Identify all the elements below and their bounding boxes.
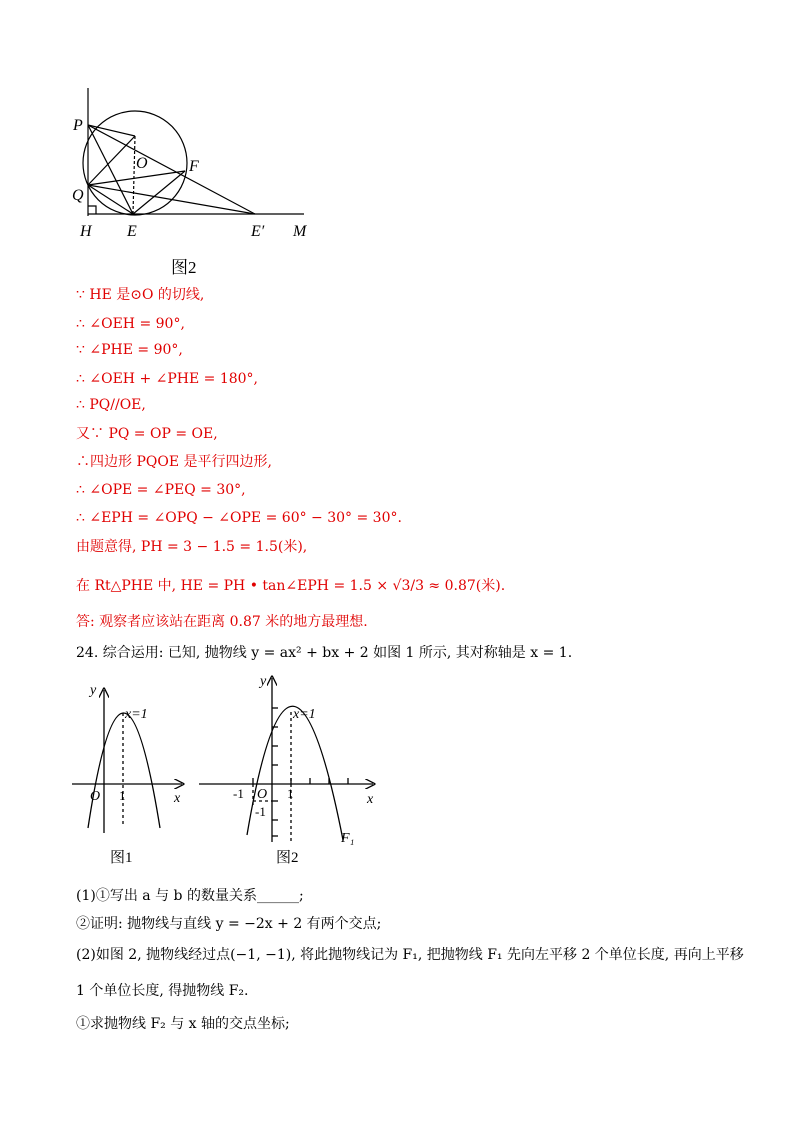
question-1-1: (1)①写出 a 与 b 的数量关系______; bbox=[76, 888, 304, 904]
graph1-tick-1: 1 bbox=[119, 788, 126, 803]
solution-line-3: ∵ ∠PHE = 90°, bbox=[76, 342, 183, 358]
label-h: H bbox=[80, 223, 92, 240]
graph2-curve-label: F₁ bbox=[341, 831, 355, 846]
solution-line-5: ∴ PQ//OE, bbox=[76, 397, 146, 413]
graph-1 bbox=[68, 678, 198, 838]
label-f: F bbox=[189, 158, 199, 175]
label-e: E bbox=[127, 223, 137, 240]
graph1-caption: 图1 bbox=[110, 850, 133, 866]
label-e-prime: E′ bbox=[251, 223, 265, 240]
question-2-line1: (2)如图 2, 抛物线经过点(−1, −1), 将此抛物线记为 F₁, 把抛物线 F₁ 先向左平移 2 个单位长度, 再向上平移 bbox=[76, 947, 744, 963]
graph2-origin: O bbox=[257, 787, 268, 802]
solution-line-11: 在 Rt△PHE 中, HE = PH • tan∠EPH = 1.5 × √3/3 ≈ 0.87(米). bbox=[76, 578, 506, 594]
solution-line-9: ∴ ∠EPH = ∠OPQ − ∠OPE = 60° − 30° = 30°. bbox=[76, 510, 402, 526]
problem-24-intro: 24. 综合运用: 已知, 抛物线 y = ax² + bx + 2 如图 1 所示, 其对称轴是 x = 1. bbox=[76, 645, 573, 661]
graph1-x-label: x bbox=[174, 791, 181, 806]
graph1-y-label: y bbox=[90, 683, 97, 698]
graph2-tick-neg1: -1 bbox=[233, 786, 244, 801]
graph2-caption: 图2 bbox=[276, 850, 299, 866]
label-o: O bbox=[136, 155, 148, 172]
graph1-axis-eq: x=1 bbox=[125, 707, 148, 722]
solution-line-7: ∴四边形 PQOE 是平行四边形, bbox=[76, 454, 272, 470]
line-oe-dashed bbox=[133, 136, 135, 214]
solution-line-10: 由题意得, PH = 3 − 1.5 = 1.5(米), bbox=[76, 539, 308, 555]
figure-caption-top: 图2 bbox=[171, 258, 197, 277]
circle-tangent-figure bbox=[68, 88, 328, 248]
solution-line-6: 又∵ PQ = OP = OE, bbox=[76, 426, 218, 442]
question-2-line2: 1 个单位长度, 得抛物线 F₂. bbox=[76, 983, 249, 999]
graph2-parabola-f1 bbox=[247, 706, 343, 840]
solution-line-8: ∴ ∠OPE = ∠PEQ = 30°, bbox=[76, 482, 246, 498]
graph-2 bbox=[195, 670, 385, 850]
right-angle-mark bbox=[88, 206, 96, 214]
graph2-tick-1: 1 bbox=[287, 786, 294, 801]
graph2-x-label: x bbox=[367, 792, 374, 807]
graph1-parabola bbox=[88, 713, 160, 828]
question-1-2: ②证明: 抛物线与直线 y = −2x + 2 有两个交点; bbox=[76, 916, 382, 932]
graph2-y-label: y bbox=[260, 674, 267, 689]
question-2-1: ①求抛物线 F₂ 与 x 轴的交点坐标; bbox=[76, 1016, 290, 1032]
solution-line-2: ∴ ∠OEH = 90°, bbox=[76, 316, 185, 332]
solution-line-12: 答: 观察者应该站在距离 0.87 米的地方最理想. bbox=[76, 614, 368, 630]
graph2-tick-y-neg1: -1 bbox=[255, 804, 266, 819]
label-q: Q bbox=[72, 187, 84, 204]
solution-line-4: ∴ ∠OEH + ∠PHE = 180°, bbox=[76, 371, 259, 387]
graph2-axis-eq: x=1 bbox=[293, 707, 316, 722]
graph1-origin: O bbox=[90, 789, 101, 804]
label-p: P bbox=[73, 117, 83, 134]
line-pe bbox=[88, 125, 133, 214]
line-qo bbox=[88, 136, 135, 185]
label-m: M bbox=[293, 223, 307, 240]
solution-line-1: ∵ HE 是⊙O 的切线, bbox=[76, 287, 205, 303]
